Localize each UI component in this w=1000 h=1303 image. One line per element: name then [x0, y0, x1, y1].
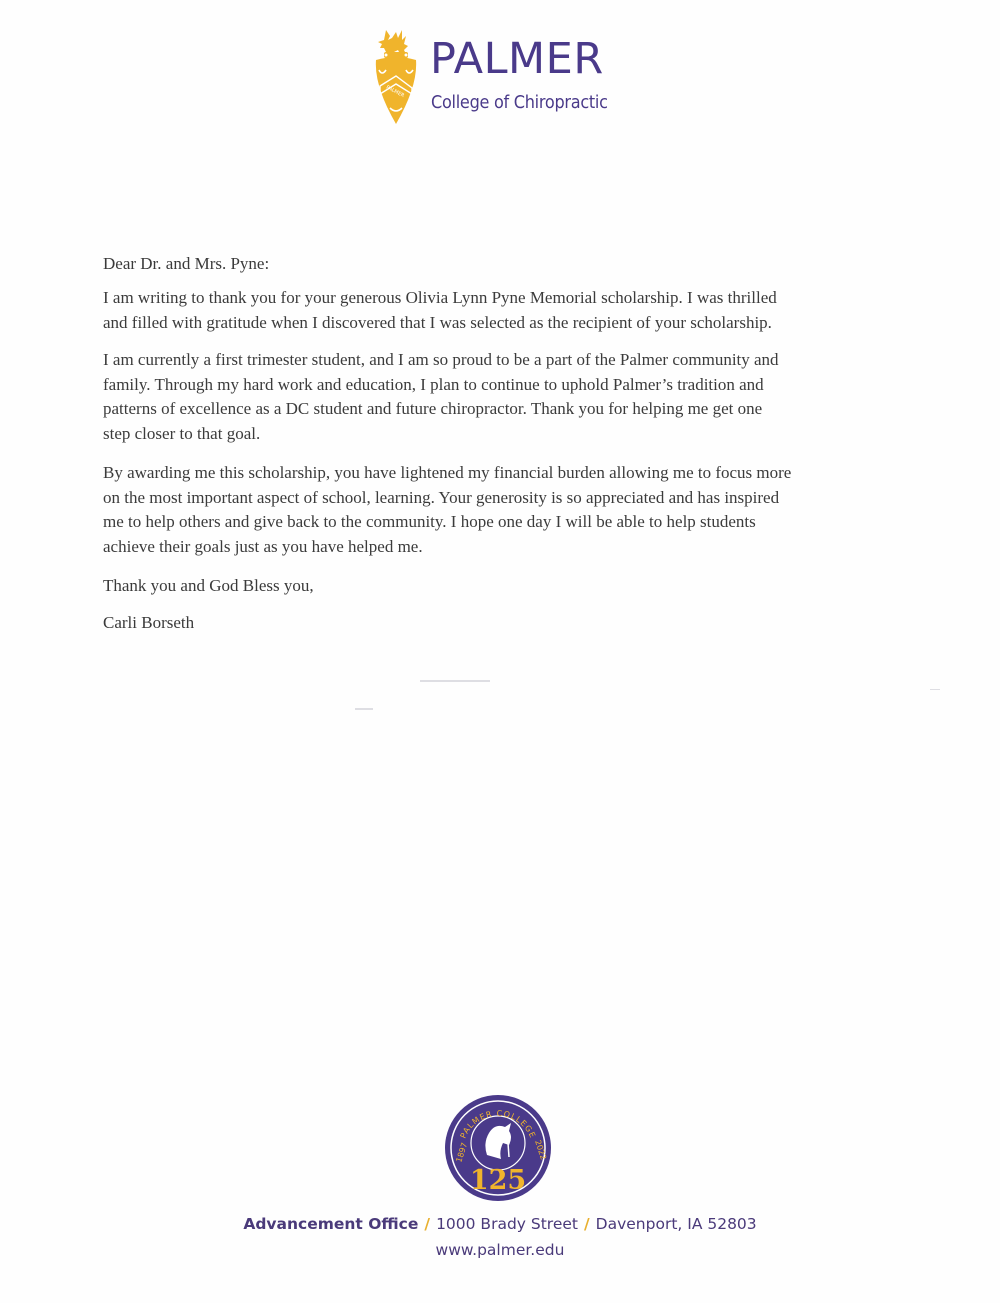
footer-website[interactable]: www.palmer.edu [435, 1241, 565, 1259]
paragraph-line: me to help others and give back to the community. I hope one day I will be able to help students [103, 512, 756, 531]
footer-office: Advancement Office [243, 1215, 419, 1233]
paragraph-3 [103, 461, 791, 559]
footer-separator: / [424, 1215, 431, 1233]
paragraph-1 [103, 286, 777, 335]
scan-speck [420, 680, 490, 682]
paragraph-line: step closer to that goal. [103, 423, 261, 443]
footer-city: Davenport, IA 52803 [595, 1215, 757, 1233]
scan-speck [930, 689, 940, 690]
anniversary-seal [443, 1093, 553, 1203]
seal-year-end: 2022 [533, 1138, 548, 1161]
signature: Carli Borseth [103, 613, 195, 632]
paragraph-line: achieve their goals just as you have helped me. [103, 536, 423, 556]
footer-separator: / [583, 1215, 590, 1233]
letterhead [372, 26, 632, 126]
seal-anniversary-number: 125 [469, 1165, 527, 1196]
footer-address [0, 1215, 1000, 1233]
palmer-crest-logo [372, 26, 420, 126]
paragraph-line: and filled with gratitude when I discovered that I was selected as the recipient of your scholarship. [103, 312, 772, 332]
paragraph-line: family. Through my hard work and education, I plan to continue to uphold Palmer’s tradition and [103, 374, 764, 394]
paragraph-line: on the most important aspect of school, learning. Your generosity is so appreciated and has inspired [103, 487, 780, 507]
seal-year-start: 1897 [454, 1141, 470, 1164]
paragraph-line: patterns of excellence as a DC student and future chiropractor. Thank you for helping me get one [103, 399, 763, 418]
scan-speck [355, 708, 373, 710]
crest-text: PALMER [384, 84, 406, 100]
closing: Thank you and God Bless you, [103, 576, 314, 595]
paragraph-line: By awarding me this scholarship, you have lightened my financial burden allowing me to focus more [103, 463, 792, 482]
seal-arc-text: PALMER COLLEGE [458, 1108, 538, 1140]
salutation: Dear Dr. and Mrs. Pyne: [103, 254, 270, 273]
footer-street: 1000 Brady Street [436, 1215, 578, 1233]
brand-subtitle: College of Chiropractic [431, 93, 608, 113]
brand-name: PALMER [430, 34, 604, 84]
paragraph-2 [103, 348, 779, 446]
paragraph-line: I am currently a first trimester student, and I am so proud to be a part of the Palmer community and [103, 350, 779, 369]
paragraph-line: I am writing to thank you for your generous Olivia Lynn Pyne Memorial scholarship. I was thrilled [103, 288, 777, 307]
